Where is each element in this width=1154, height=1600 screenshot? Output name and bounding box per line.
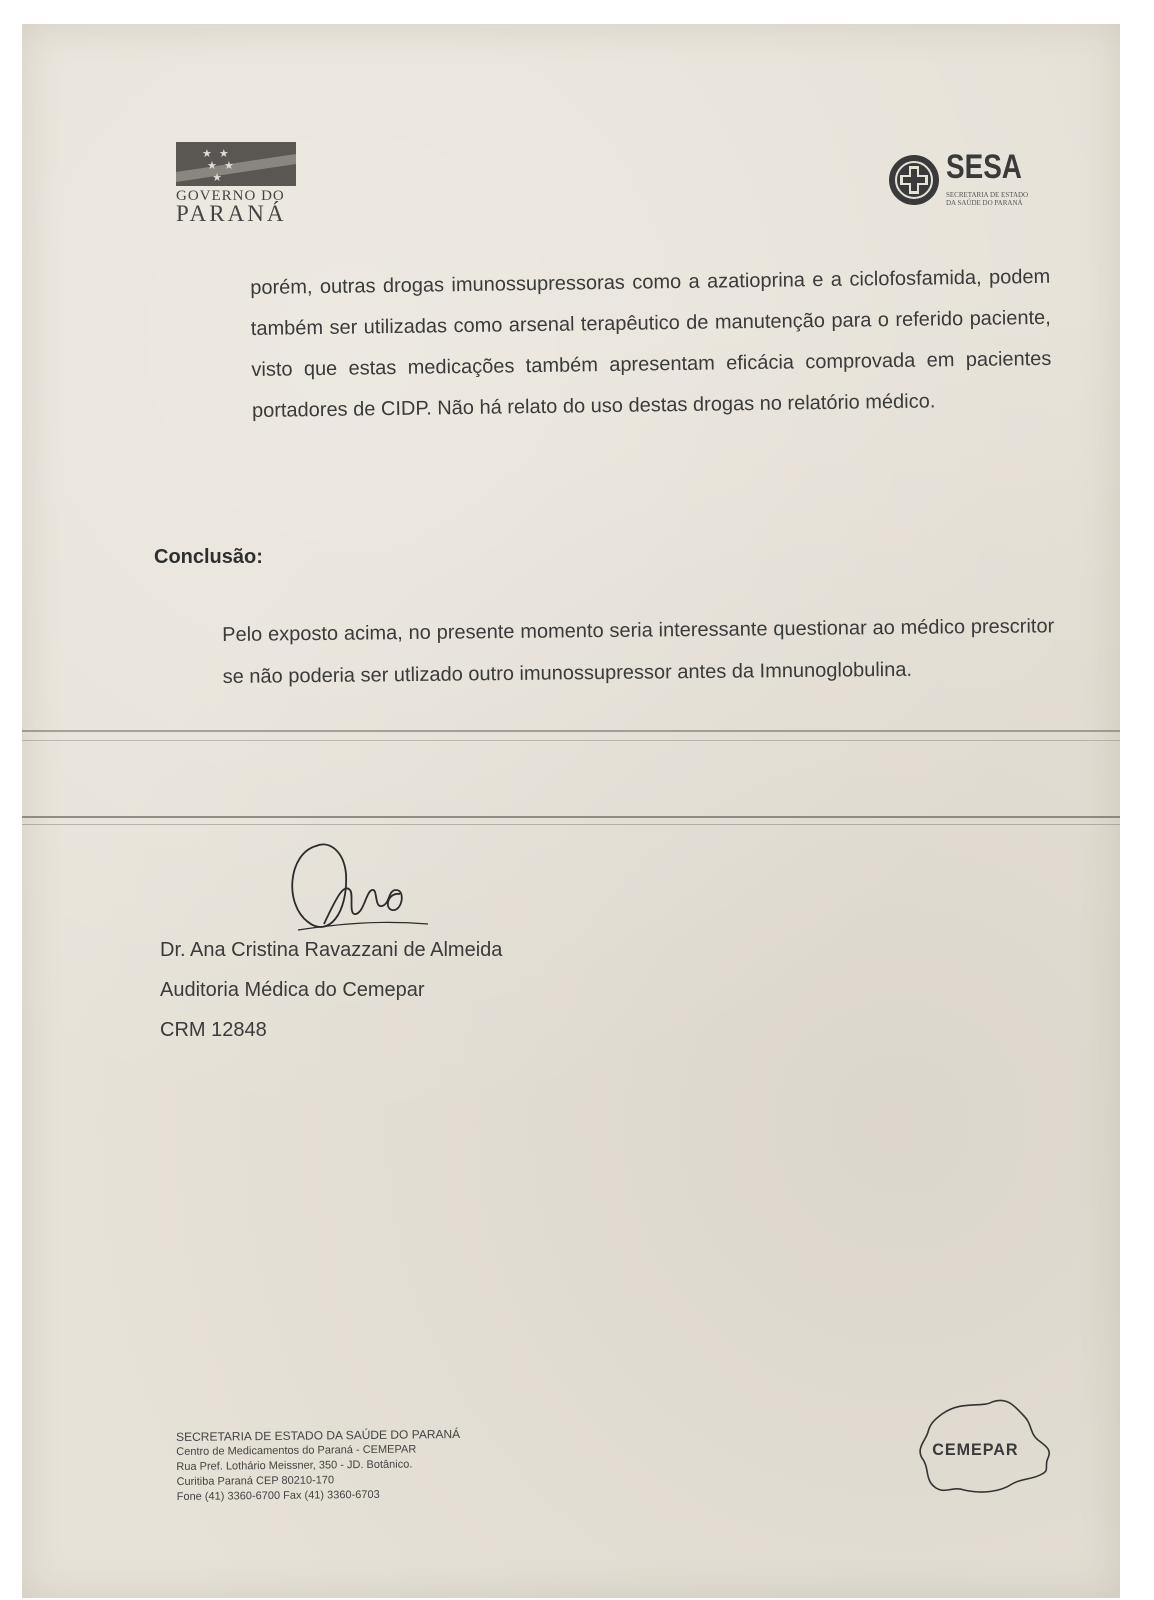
handwritten-signature — [278, 834, 438, 944]
body-paragraph: porém, outras drogas imunossupressoras como a azatioprina e a ciclofosfamida, podem também ser utilizadas como arsenal terapêutico de manutenção para o referido paciente, visto que estas medicações também apresentam eficácia comprovada em pacientes portadores de CIDP. Não há relato do uso destas drogas no relatório médico. — [250, 265, 1052, 422]
gov-logo-line2: PARANÁ — [176, 201, 287, 226]
scan-artifact-line — [22, 730, 1120, 732]
document-page — [22, 24, 1120, 1598]
footer-line4: Curitiba Paraná CEP 80210-170 — [176, 1474, 335, 1488]
sesa-title: SESA — [946, 148, 1022, 186]
conclusion-heading: Conclusão: — [154, 546, 263, 568]
signer-crm: CRM 12848 — [160, 1019, 267, 1041]
scan-artifact-line — [22, 740, 1120, 741]
governo-parana-logo — [176, 142, 304, 227]
footer-line1: SECRETARIA DE ESTADO DA SAÚDE DO PARANÁ — [176, 1427, 461, 1444]
footer-line2: Centro de Medicamentos do Paraná - CEMEPAR — [176, 1443, 417, 1458]
footer-line3: Rua Pref. Lothário Meissner, 350 - JD. Botânico. — [176, 1458, 413, 1473]
footer-line5: Fone (41) 3360-6700 Fax (41) 3360-6703 — [176, 1488, 380, 1503]
scan-artifact-line — [22, 824, 1120, 825]
signer-role: Auditoria Médica do Cemepar — [160, 979, 425, 1001]
scan-artifact-line — [22, 816, 1120, 818]
sesa-subtitle-line2: DA SAÚDE DO PARANÁ — [946, 199, 1023, 207]
signature-block — [160, 930, 502, 1050]
footer-address — [176, 1427, 461, 1505]
cemepar-label: CEMEPAR — [932, 1440, 1019, 1459]
signer-name: Dr. Ana Cristina Ravazzani de Almeida — [160, 939, 503, 961]
sesa-logo — [888, 150, 1038, 220]
gov-logo-line1: GOVERNO DO — [176, 188, 285, 204]
parana-flag-icon: ★ ★ ★ ★ ★ — [176, 142, 296, 186]
cemepar-logo — [912, 1394, 1062, 1504]
sesa-cross-icon — [888, 150, 942, 210]
conclusion-paragraph: Pelo exposto acima, no presente momento seria interessante questionar ao médico prescritor se não poderia ser utlizado outro imunossupressor antes da Imnunoglobulina. — [222, 615, 1055, 688]
sesa-subtitle-line1: SECRETARIA DE ESTADO — [946, 191, 1029, 199]
